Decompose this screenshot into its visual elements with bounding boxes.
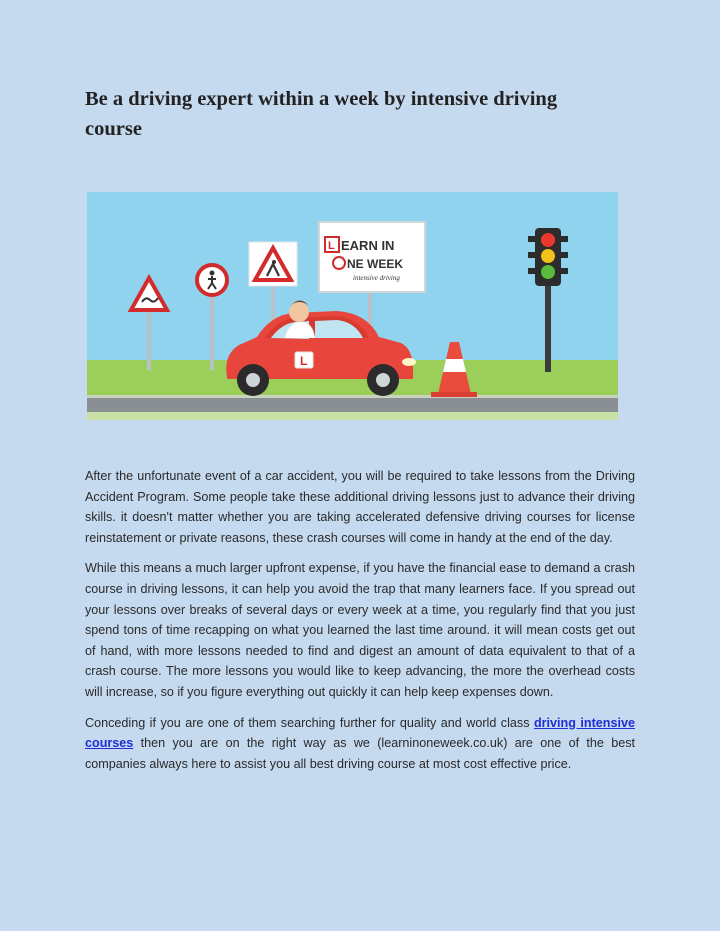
paragraph-2: While this means a much larger upfront expense, if you have the financial ease to demand a crash course in driving lessons, it can help you avoid the trap that many learners face. If you spread out your lessons over breaks of several days or every week at a time, you regularly find that you just spend tons of time recapping on what you learned the last time around. it will mean costs get out of hand, with more lessons needed to find and digest an amount of data equivalent to that of a crash course. The more lessons you would like to keep advancing, the more the overhead costs will increase, so if you figure everything out quickly it can help keep expenses down. xyxy=(85,561,635,699)
driving-scene xyxy=(87,192,618,420)
svg-text:L: L xyxy=(300,354,308,368)
article-title: Be a driving expert within a week by intensive driving course xyxy=(85,88,558,140)
paragraph-1: After the unfortunate event of a car accident, you will be required to take lessons from the Driving Accident Program. Some people take these additional driving lessons just to advance their driving skills. it doesn't matter whether you are taking accelerated defensive driving courses for license reinstatement or private reasons, these crash courses will come in handy at the end of the day. xyxy=(85,469,635,545)
hero-illustration xyxy=(87,192,618,420)
paragraph-3: Conceding if you are one of them searching further for quality and world class driving intensive courses then you are on the right way as we (learninoneweek.co.uk) are one of the best companies always here to assist you all best driving course at most cost effective price. xyxy=(85,715,635,771)
article-body xyxy=(85,466,635,784)
billboard-line2: NE WEEK xyxy=(347,257,404,271)
billboard-l-badge: L xyxy=(328,240,335,252)
billboard-line1: EARN IN xyxy=(341,238,395,253)
billboard-line3: intensive driving xyxy=(353,274,400,282)
driver-head xyxy=(289,302,309,322)
road xyxy=(87,398,618,412)
driving-intensive-courses-link[interactable]: driving intensive courses xyxy=(85,715,635,751)
